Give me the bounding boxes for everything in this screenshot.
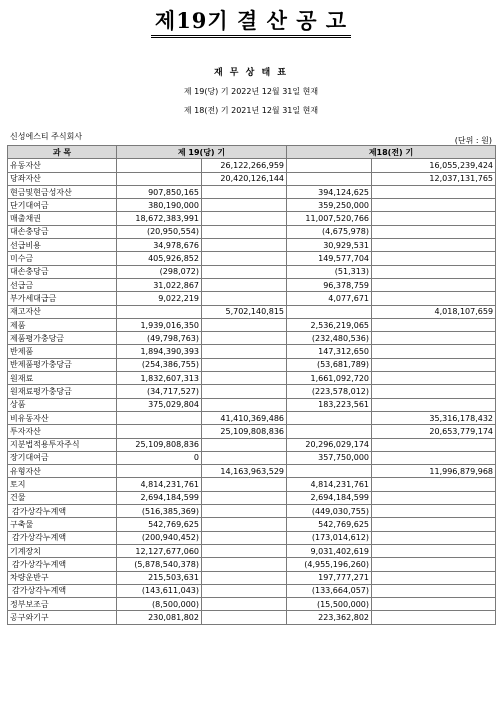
table-header-row [8, 146, 496, 159]
current-total-amount [202, 385, 287, 398]
account-label: 대손충당금 [8, 225, 117, 238]
table-row [8, 332, 496, 345]
current-detail-amount: 907,850,165 [117, 185, 202, 198]
current-detail-amount: 4,814,231,761 [117, 478, 202, 491]
table-row [8, 305, 496, 318]
prior-detail-amount: (53,681,789) [287, 358, 372, 371]
account-label: 현금및현금성자산 [8, 185, 117, 198]
table-row [8, 465, 496, 478]
current-detail-amount: 34,978,676 [117, 239, 202, 252]
current-total-amount [202, 292, 287, 305]
prior-total-amount [372, 558, 496, 571]
prior-detail-amount: (4,955,196,260) [287, 558, 372, 571]
table-row [8, 292, 496, 305]
current-detail-amount: 375,029,804 [117, 398, 202, 411]
table-row [8, 571, 496, 584]
prior-total-amount: 12,037,131,765 [372, 172, 496, 185]
table-row [8, 318, 496, 331]
prior-detail-amount: 96,378,759 [287, 278, 372, 291]
prior-detail-amount: 542,769,625 [287, 518, 372, 531]
account-label: 당좌자산 [8, 172, 117, 185]
current-total-amount [202, 199, 287, 212]
prior-total-amount [372, 505, 496, 518]
prior-total-amount [372, 491, 496, 504]
current-detail-amount: 0 [117, 451, 202, 464]
current-total-amount: 41,410,369,486 [202, 411, 287, 424]
prior-detail-amount [287, 411, 372, 424]
table-row [8, 438, 496, 451]
prior-total-amount [372, 584, 496, 597]
current-total-amount [202, 518, 287, 531]
balance-sheet-table [7, 145, 496, 625]
account-label: 토지 [8, 478, 117, 491]
account-label: 매출채권 [8, 212, 117, 225]
prior-total-amount [372, 598, 496, 611]
header-account: 과 목 [8, 146, 117, 159]
current-detail-amount: (20,950,554) [117, 225, 202, 238]
prior-detail-amount: (232,480,536) [287, 332, 372, 345]
table-row [8, 544, 496, 557]
account-label: 재고자산 [8, 305, 117, 318]
table-row [8, 252, 496, 265]
table-row [8, 212, 496, 225]
current-total-amount [202, 505, 287, 518]
current-detail-amount: 230,081,802 [117, 611, 202, 624]
account-label: 미수금 [8, 252, 117, 265]
current-detail-amount [117, 305, 202, 318]
prior-detail-amount: 359,250,000 [287, 199, 372, 212]
current-detail-amount: 542,769,625 [117, 518, 202, 531]
current-detail-amount: 12,127,677,060 [117, 544, 202, 557]
current-total-amount [202, 185, 287, 198]
table-row [8, 558, 496, 571]
table-row [8, 185, 496, 198]
prior-detail-amount: 20,296,029,174 [287, 438, 372, 451]
current-total-amount [202, 278, 287, 291]
current-total-amount: 14,163,963,529 [202, 465, 287, 478]
prior-detail-amount: (449,030,755) [287, 505, 372, 518]
account-label: 비유동자산 [8, 411, 117, 424]
prior-total-amount: 16,055,239,424 [372, 159, 496, 172]
company-name: 신성에스티 주식회사 [10, 132, 83, 141]
prior-total-amount [372, 611, 496, 624]
account-label: 부가세대급금 [8, 292, 117, 305]
account-label: 감가상각누계액 [8, 505, 117, 518]
current-total-amount [202, 372, 287, 385]
table-row [8, 425, 496, 438]
table-row [8, 265, 496, 278]
current-total-amount [202, 318, 287, 331]
prior-total-amount [372, 372, 496, 385]
prior-total-amount [372, 332, 496, 345]
prior-total-amount: 20,653,779,174 [372, 425, 496, 438]
prior-detail-amount: 147,312,650 [287, 345, 372, 358]
prior-detail-amount: 183,223,561 [287, 398, 372, 411]
prior-detail-amount [287, 425, 372, 438]
prior-detail-amount: (173,014,612) [287, 531, 372, 544]
prior-total-amount: 11,996,879,968 [372, 465, 496, 478]
table-row [8, 172, 496, 185]
current-detail-amount: 9,022,219 [117, 292, 202, 305]
prior-total-amount [372, 478, 496, 491]
table-row [8, 411, 496, 424]
table-row [8, 505, 496, 518]
current-detail-amount [117, 425, 202, 438]
table-row [8, 239, 496, 252]
current-total-amount [202, 451, 287, 464]
prior-total-amount [372, 385, 496, 398]
account-label: 기계장치 [8, 544, 117, 557]
account-label: 정부보조금 [8, 598, 117, 611]
current-detail-amount: (516,385,369) [117, 505, 202, 518]
prior-total-amount [372, 212, 496, 225]
current-total-amount [202, 345, 287, 358]
prior-detail-amount: 4,814,231,761 [287, 478, 372, 491]
current-total-amount [202, 598, 287, 611]
current-detail-amount: (5,878,540,378) [117, 558, 202, 571]
account-label: 선급금 [8, 278, 117, 291]
current-total-amount [202, 571, 287, 584]
prior-total-amount [372, 438, 496, 451]
account-label: 선급비용 [8, 239, 117, 252]
current-detail-amount: (143,611,043) [117, 584, 202, 597]
prior-detail-amount: 1,661,092,720 [287, 372, 372, 385]
statement-subtitle: 재 무 상 태 표 [213, 68, 288, 78]
prior-detail-amount [287, 305, 372, 318]
account-label: 건물 [8, 491, 117, 504]
current-detail-amount [117, 411, 202, 424]
prior-detail-amount: (223,578,012) [287, 385, 372, 398]
prior-total-amount [372, 239, 496, 252]
current-total-amount [202, 531, 287, 544]
table-row [8, 385, 496, 398]
prior-detail-amount: (51,313) [287, 265, 372, 278]
prior-total-amount [372, 292, 496, 305]
prior-detail-amount: 149,577,704 [287, 252, 372, 265]
prior-total-amount [372, 345, 496, 358]
prior-total-amount: 35,316,178,432 [372, 411, 496, 424]
current-total-amount [202, 611, 287, 624]
prior-detail-amount: 197,777,271 [287, 571, 372, 584]
period-prior: 제 18(전) 기 2021년 12월 31일 현재 [183, 106, 319, 115]
document-title: 제19기 결 산 공 고 [151, 8, 351, 38]
current-detail-amount: 25,109,808,836 [117, 438, 202, 451]
table-row [8, 584, 496, 597]
prior-detail-amount: 394,124,625 [287, 185, 372, 198]
current-detail-amount: (298,072) [117, 265, 202, 278]
current-detail-amount: 215,503,631 [117, 571, 202, 584]
table-row [8, 598, 496, 611]
period-current: 제 19(당) 기 2022년 12월 31일 현재 [183, 87, 319, 96]
current-detail-amount [117, 159, 202, 172]
account-label: 감가상각누계액 [8, 558, 117, 571]
current-total-amount [202, 265, 287, 278]
current-total-amount: 26,122,266,959 [202, 159, 287, 172]
table-row [8, 478, 496, 491]
current-total-amount [202, 478, 287, 491]
table-row [8, 225, 496, 238]
current-detail-amount: (49,798,763) [117, 332, 202, 345]
current-detail-amount: 1,894,390,393 [117, 345, 202, 358]
account-label: 제품 [8, 318, 117, 331]
account-label: 유형자산 [8, 465, 117, 478]
account-label: 지분법적용투자주식 [8, 438, 117, 451]
current-total-amount [202, 398, 287, 411]
current-detail-amount: (254,386,755) [117, 358, 202, 371]
prior-total-amount [372, 185, 496, 198]
prior-detail-amount: 2,536,219,065 [287, 318, 372, 331]
account-label: 원재료평가충당금 [8, 385, 117, 398]
account-label: 공구와기구 [8, 611, 117, 624]
table-row [8, 278, 496, 291]
prior-detail-amount: 2,694,184,599 [287, 491, 372, 504]
prior-total-amount: 4,018,107,659 [372, 305, 496, 318]
current-detail-amount [117, 172, 202, 185]
prior-detail-amount: 223,362,802 [287, 611, 372, 624]
current-total-amount [202, 584, 287, 597]
account-label: 구축물 [8, 518, 117, 531]
prior-total-amount [372, 278, 496, 291]
table-row [8, 451, 496, 464]
prior-total-amount [372, 518, 496, 531]
prior-detail-amount: 11,007,520,766 [287, 212, 372, 225]
current-total-amount [202, 332, 287, 345]
current-total-amount [202, 252, 287, 265]
table-row [8, 611, 496, 624]
current-total-amount: 20,420,126,144 [202, 172, 287, 185]
current-total-amount [202, 438, 287, 451]
prior-total-amount [372, 398, 496, 411]
prior-total-amount [372, 252, 496, 265]
prior-total-amount [372, 265, 496, 278]
prior-total-amount [372, 199, 496, 212]
prior-detail-amount: (133,664,057) [287, 584, 372, 597]
account-label: 제품평가충당금 [8, 332, 117, 345]
account-label: 차량운반구 [8, 571, 117, 584]
table-row [8, 199, 496, 212]
prior-detail-amount: 357,750,000 [287, 451, 372, 464]
unit-label: (단위 : 원) [454, 136, 492, 145]
prior-total-amount [372, 225, 496, 238]
account-label: 단기대여금 [8, 199, 117, 212]
current-detail-amount: 1,832,607,313 [117, 372, 202, 385]
account-label: 상품 [8, 398, 117, 411]
account-label: 원재료 [8, 372, 117, 385]
current-detail-amount: (34,717,527) [117, 385, 202, 398]
current-total-amount [202, 558, 287, 571]
prior-detail-amount: 4,077,671 [287, 292, 372, 305]
current-detail-amount: 405,926,852 [117, 252, 202, 265]
prior-detail-amount: (4,675,978) [287, 225, 372, 238]
current-total-amount [202, 212, 287, 225]
current-detail-amount [117, 465, 202, 478]
title-wrap [0, 8, 502, 38]
current-total-amount: 5,702,140,815 [202, 305, 287, 318]
prior-total-amount [372, 358, 496, 371]
account-label: 감가상각누계액 [8, 584, 117, 597]
prior-total-amount [372, 451, 496, 464]
table-body [8, 159, 496, 624]
current-total-amount [202, 239, 287, 252]
current-detail-amount: 18,672,383,991 [117, 212, 202, 225]
table-row [8, 491, 496, 504]
current-detail-amount: 380,190,000 [117, 199, 202, 212]
current-total-amount [202, 491, 287, 504]
table-row [8, 372, 496, 385]
account-label: 장기대여금 [8, 451, 117, 464]
table-row [8, 531, 496, 544]
current-total-amount [202, 225, 287, 238]
prior-total-amount [372, 571, 496, 584]
table-row [8, 518, 496, 531]
prior-detail-amount [287, 465, 372, 478]
account-label: 대손충당금 [8, 265, 117, 278]
account-label: 투자자산 [8, 425, 117, 438]
account-label: 반제품평가충당금 [8, 358, 117, 371]
table-row [8, 159, 496, 172]
table-row [8, 358, 496, 371]
current-detail-amount: (8,500,000) [117, 598, 202, 611]
prior-detail-amount: 9,031,402,619 [287, 544, 372, 557]
prior-detail-amount: (15,500,000) [287, 598, 372, 611]
current-detail-amount: 31,022,867 [117, 278, 202, 291]
header-current-period: 제 19(당) 기 [117, 146, 287, 159]
prior-total-amount [372, 531, 496, 544]
account-label: 반제품 [8, 345, 117, 358]
prior-detail-amount [287, 172, 372, 185]
current-total-amount [202, 358, 287, 371]
table-row [8, 398, 496, 411]
prior-detail-amount [287, 159, 372, 172]
header-prior-period: 제18(전) 기 [287, 146, 496, 159]
current-total-amount [202, 544, 287, 557]
prior-detail-amount: 30,929,531 [287, 239, 372, 252]
current-total-amount: 25,109,808,836 [202, 425, 287, 438]
prior-total-amount [372, 318, 496, 331]
account-label: 감가상각누계액 [8, 531, 117, 544]
prior-total-amount [372, 544, 496, 557]
current-detail-amount: 2,694,184,599 [117, 491, 202, 504]
table-row [8, 345, 496, 358]
account-label: 유동자산 [8, 159, 117, 172]
current-detail-amount: (200,940,452) [117, 531, 202, 544]
current-detail-amount: 1,939,016,350 [117, 318, 202, 331]
